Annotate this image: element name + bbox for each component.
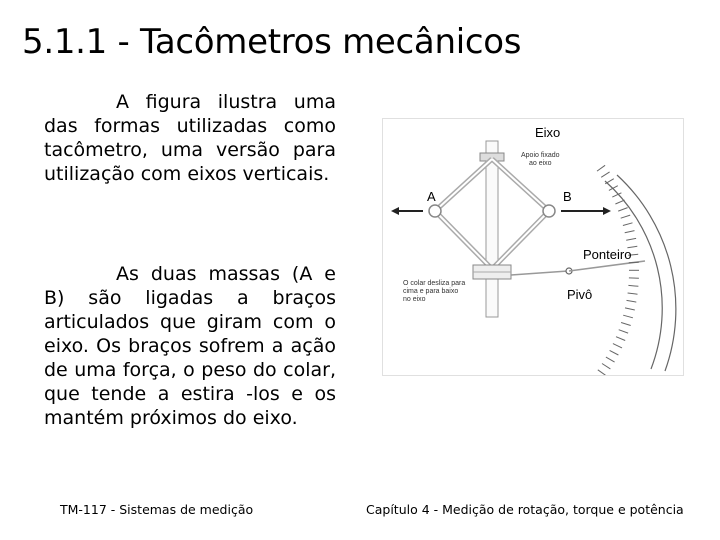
scale-tick (623, 223, 633, 226)
scale-tick (616, 337, 625, 341)
scale-tick (613, 344, 622, 348)
scale-tick (628, 293, 638, 294)
scale-tick (606, 357, 615, 362)
tachometer-figure (382, 118, 684, 376)
pointer-link (511, 271, 568, 275)
scale-tick (618, 208, 627, 212)
paragraph-intro: A figura ilustra uma das formas utilizadas como tacômetro, uma versão para utilização com eixos verticais. (44, 91, 336, 185)
scale-tick (598, 370, 606, 375)
footer-chapter: Capítulo 4 - Medição de rotação, torque e potência (366, 502, 684, 517)
label-colar-3: no eixo (403, 296, 426, 303)
scale-ticks (597, 165, 639, 375)
mass-a (429, 205, 441, 217)
footer-course: TM-117 - Sistemas de medição (60, 502, 254, 517)
scale-tick (602, 364, 610, 369)
slide-title: 5.1.1 - Tacômetros mecânicos (22, 22, 522, 62)
scale-tick (605, 179, 614, 184)
label-apoio-1: Apoio fixado (521, 152, 560, 159)
scale-tick (626, 238, 636, 240)
scale-tick (621, 215, 631, 218)
label-apoio-2: ao eixo (529, 160, 552, 167)
scale-tick (623, 315, 633, 318)
scale-arc-outer (617, 175, 676, 371)
scale-tick (619, 330, 628, 333)
label-a: A (427, 189, 436, 204)
shaft (486, 141, 498, 317)
label-b: B (563, 189, 572, 204)
label-colar-2: cima e para baixo (403, 288, 459, 295)
scale-tick (627, 300, 637, 302)
scale-arc-inner (605, 181, 662, 369)
scale-tick (597, 165, 605, 171)
scale-tick (625, 231, 635, 233)
scale-tick (615, 200, 624, 204)
scale-tick (610, 350, 619, 355)
scale-tick (621, 323, 631, 326)
scale-tick (628, 285, 638, 286)
tachometer-diagram (383, 119, 683, 375)
scale-tick (625, 308, 635, 310)
paragraph-masses: As duas massas (A e B) são ligadas a braços articulados que giram com o eixo. Os braços sofrem a ação de uma força, o peso do colar, que tende a estira -los e os mantém próximos do eixo. (44, 263, 336, 429)
label-colar-1: O colar desliza para (403, 280, 466, 287)
scale-tick (601, 172, 609, 177)
label-pivo: Pivô (567, 287, 593, 302)
label-eixo: Eixo (535, 125, 561, 140)
label-ponteiro: Ponteiro (583, 247, 632, 262)
mass-b (543, 205, 555, 217)
